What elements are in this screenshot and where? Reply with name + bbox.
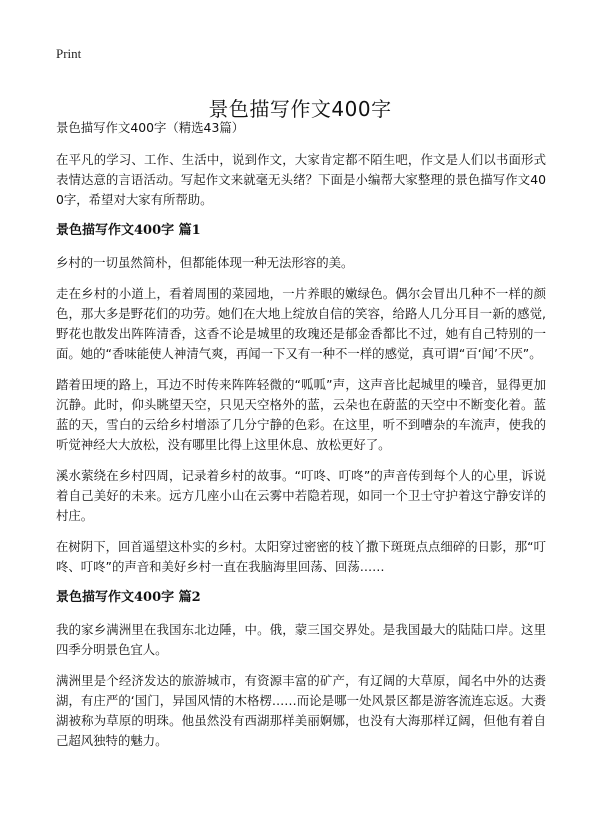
- paragraph: 我的家乡满洲里在我国东北边陲，中。俄，蒙三国交界处。是我国最大的陆陆口岸。这里四季分明景色宜人。: [56, 622, 546, 657]
- article-subtitle: 景色描写作文400字（精选43篇）: [56, 120, 245, 135]
- paragraph: 乡村的一切虽然简朴，但都能体现一种无法形容的美。: [56, 255, 354, 270]
- section-heading: 景色描写作文400字 篇1: [56, 223, 201, 238]
- print-link[interactable]: Print: [56, 46, 82, 61]
- article-body: [56, 118, 546, 762]
- paragraph: 溪水萦绕在乡村四周，记录着乡村的故事。“叮咚、叮咚”的声音传到每个人的心里，诉说着自己美好的未来。远方几座小山在云雾中若隐若现，如同一个卫士守护着这宁静安详的村庄。: [56, 468, 546, 523]
- paragraph: 在树阴下，回首遥望这朴实的乡村。太阳穿过密密的枝丫撒下斑斑点点细碎的日影，那“叮咚、叮咚”的声音和美好乡村一直在我脑海里回荡、回荡……: [56, 539, 546, 574]
- page-title: 景色描写作文400字: [208, 97, 392, 122]
- intro-paragraph: 在平凡的学习、工作、生活中，说到作文，大家肯定都不陌生吧，作文是人们以书面形式表情达意的言语活动。写起作文来就毫无头绪？下面是小编帮大家整理的景色描写作文400字，希望对大家有所帮助。: [56, 152, 546, 207]
- paragraph: 踏着田埂的路上，耳边不时传来阵阵轻微的“呱呱”声，这声音比起城里的噪音，显得更加沉静。此时，仰头眺望天空，只见天空格外的蓝，云朵也在蔚蓝的天空中不断变化着。蓝蓝的天，雪白的云给乡村增添了几分宁静的色彩。在这里，听不到嘈杂的车流声，使我的听觉神经大大放松，没有哪里比得上这里休息、放松更好了。: [56, 377, 546, 452]
- paragraph: 走在乡村的小道上，看着周围的菜园地，一片养眼的嫩绿色。偶尔会冒出几种不一样的颜色，那大多是野花们的功劳。她们在大地上绽放自信的笑容，给路人几分耳目一新的感觉,野花也散发出阵阵清香，这香不论是城里的玫瑰还是郁金香都比不过，她有自己特别的一面。她的“香味能使人神清气爽，再闻一下又有一种不一样的感觉，真可谓“百‘闻’不厌”。: [56, 286, 546, 361]
- paragraph: 满洲里是个经济发达的旅游城市，有资源丰富的矿产，有辽阔的大草原，闻名中外的达赉湖，有庄严的‘国门，异国风情的木格楞……而论是哪一处风景区都是游客流连忘返。大赉湖被称为草原的明珠。他虽然没有西湖那样美丽婀娜，也没有大海那样辽阔，但他有着自己超风独特的魅力。: [56, 673, 546, 748]
- section-heading: 景色描写作文400字 篇2: [56, 590, 201, 605]
